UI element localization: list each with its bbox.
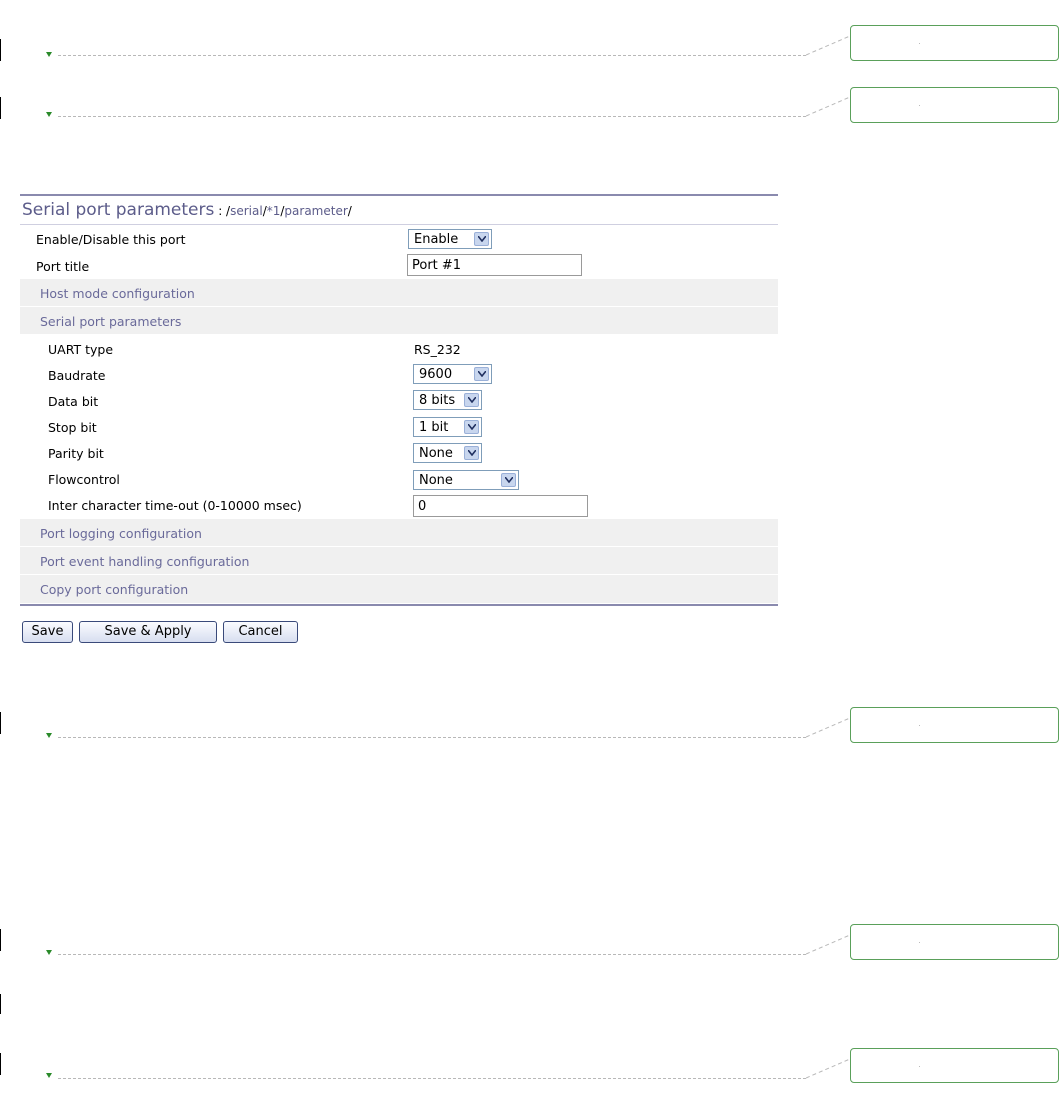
- databit-row: [20, 387, 778, 413]
- marker-bar: [0, 929, 1, 951]
- leader-diagonal: [806, 1059, 850, 1079]
- breadcrumb-sep: : /: [214, 204, 231, 218]
- stopbit-label: Stop bit: [48, 420, 97, 435]
- baudrate-label: Baudrate: [48, 368, 106, 383]
- marker-bar: [0, 97, 1, 119]
- breadcrumb-serial[interactable]: serial: [230, 204, 263, 218]
- panel-bottom-border: [20, 604, 778, 606]
- callout-box: [850, 87, 1059, 123]
- chevron-down-icon[interactable]: [501, 473, 516, 487]
- callout-box: [850, 1048, 1059, 1083]
- leader-line: [58, 55, 806, 56]
- parity-value: None: [419, 446, 453, 461]
- databit-select[interactable]: [413, 390, 482, 410]
- callout-box: [850, 924, 1059, 960]
- uart-label: UART type: [48, 342, 114, 357]
- port-title-value: Port #1: [412, 258, 462, 273]
- annotation-callout: [0, 36, 1062, 86]
- annotation-callout: [0, 97, 1062, 147]
- copy-port-config-link[interactable]: [20, 575, 778, 604]
- copy-port-label: Copy port configuration: [40, 582, 189, 597]
- parity-row: [20, 439, 778, 465]
- parity-select[interactable]: [413, 443, 482, 463]
- page-title: Serial port parameters: [22, 200, 215, 220]
- serial-port-parameters-panel: [20, 194, 778, 606]
- uart-row: [20, 335, 778, 361]
- breadcrumb-port[interactable]: *1: [266, 204, 281, 218]
- port-logging-label: Port logging configuration: [40, 526, 202, 541]
- baudrate-row: [20, 361, 778, 387]
- chevron-down-icon[interactable]: [474, 232, 489, 246]
- serial-params-label: Serial port parameters: [40, 314, 182, 329]
- uart-value: RS_232: [414, 342, 461, 357]
- leader-line: [58, 1078, 806, 1079]
- leader-line: [58, 737, 806, 738]
- port-logging-config-link[interactable]: [20, 519, 778, 547]
- host-mode-config-link[interactable]: [20, 279, 778, 307]
- marker-only: [0, 994, 1062, 1044]
- parity-label: Parity bit: [48, 446, 104, 461]
- annotation-callout: [0, 718, 1062, 768]
- chevron-down-icon[interactable]: [464, 393, 479, 407]
- leader-line: [58, 954, 806, 955]
- breadcrumb: : /serial/*1/parameter/: [214, 204, 352, 218]
- flowcontrol-select[interactable]: [413, 470, 519, 490]
- callout-box: [850, 707, 1059, 743]
- annotation-callout: [0, 1059, 1062, 1109]
- inter-char-timeout-row: [20, 491, 778, 519]
- save-button[interactable]: Save: [22, 621, 73, 643]
- serial-port-params-link[interactable]: [20, 307, 778, 335]
- marker-bar: [0, 712, 1, 734]
- chevron-down-icon[interactable]: [464, 446, 479, 460]
- databit-value: 8 bits: [419, 393, 456, 408]
- leader-diagonal: [806, 935, 850, 955]
- marker-bar: [0, 994, 1, 1014]
- port-title-row: [20, 252, 778, 279]
- marker-bar: [0, 39, 1, 61]
- inter-char-timeout-input[interactable]: [413, 495, 588, 517]
- chevron-down-icon[interactable]: [474, 367, 489, 381]
- enable-select-value: Enable: [414, 232, 459, 247]
- baudrate-value: 9600: [419, 367, 453, 382]
- enable-label: Enable/Disable this port: [36, 232, 186, 247]
- panel-header: [20, 196, 778, 225]
- annotation-callout: [0, 935, 1062, 985]
- triangle-bullet-icon: [46, 112, 52, 117]
- flowcontrol-row: [20, 465, 778, 491]
- port-title-label: Port title: [36, 259, 90, 274]
- baudrate-select[interactable]: [413, 364, 492, 384]
- leader-diagonal: [806, 97, 850, 117]
- stopbit-value: 1 bit: [419, 420, 449, 435]
- flowcontrol-label: Flowcontrol: [48, 472, 120, 487]
- chevron-down-icon[interactable]: [464, 420, 479, 434]
- enable-row: [20, 225, 778, 252]
- leader-diagonal: [806, 36, 850, 56]
- port-event-config-link[interactable]: [20, 547, 778, 575]
- enable-select[interactable]: [408, 229, 492, 249]
- inter-char-timeout-value: 0: [418, 499, 427, 514]
- inter-char-timeout-label: Inter character time-out (0-10000 msec): [48, 498, 302, 513]
- triangle-bullet-icon: [46, 52, 52, 57]
- leader-line: [58, 116, 806, 117]
- cancel-button[interactable]: Cancel: [223, 621, 298, 643]
- flowcontrol-value: None: [419, 473, 453, 488]
- triangle-bullet-icon: [46, 733, 52, 738]
- stopbit-select[interactable]: [413, 417, 482, 437]
- triangle-bullet-icon: [46, 950, 52, 955]
- port-title-input[interactable]: [407, 254, 582, 276]
- stopbit-row: [20, 413, 778, 439]
- host-mode-label: Host mode configuration: [40, 286, 195, 301]
- callout-box: [850, 25, 1059, 61]
- leader-diagonal: [806, 718, 850, 738]
- triangle-bullet-icon: [46, 1073, 52, 1078]
- breadcrumb-parameter[interactable]: parameter: [284, 204, 348, 218]
- marker-bar: [0, 1053, 1, 1075]
- save-apply-button[interactable]: Save & Apply: [79, 621, 217, 643]
- port-event-label: Port event handling configuration: [40, 554, 250, 569]
- databit-label: Data bit: [48, 394, 99, 409]
